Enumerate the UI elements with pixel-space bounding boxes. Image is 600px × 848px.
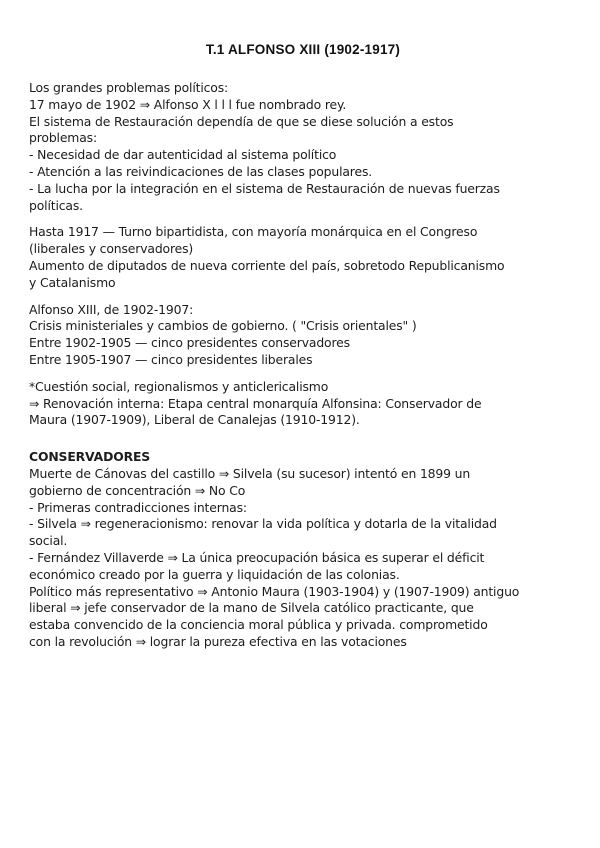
section-alfonso-crises: [29, 302, 577, 369]
text-line: - Silvela ⇒ regeneracionismo: renovar la vida política y dotarla de la vitalidad: [29, 516, 497, 532]
section-social-question: [29, 379, 577, 429]
text-line: Político más representativo ⇒ Antonio Maura (1903-1904) y (1907-1909) antiguo: [29, 583, 520, 599]
section-political-problems: [29, 80, 577, 214]
text-line: - Necesidad de dar autenticidad al sistema político: [29, 147, 337, 163]
text-line: Entre 1902-1905 — cinco presidentes conservadores: [29, 335, 350, 351]
text-line: - Atención a las reivindicaciones de las clases populares.: [29, 163, 373, 179]
spacer: [29, 439, 577, 449]
text-line: políticas.: [29, 197, 83, 213]
text-line: (liberales y conservadores): [29, 241, 194, 257]
text-line: gobierno de concentración ⇒ No Co: [29, 482, 246, 498]
text-line: liberal ⇒ jefe conservador de la mano de Silvela católico practicante, que: [29, 600, 474, 616]
text-line: Maura (1907-1909), Liberal de Canalejas (1910-1912).: [29, 412, 360, 428]
text-line: Muerte de Cánovas del castillo ⇒ Silvela (su sucesor) intentó en 1899 un: [29, 465, 471, 481]
document-page: [29, 42, 577, 661]
section-heading: CONSERVADORES: [29, 449, 151, 465]
text-line: Los grandes problemas políticos:: [29, 80, 229, 95]
document-title: T.1 ALFONSO XIII (1902-1917): [205, 42, 401, 57]
text-line: Alfonso XIII, de 1902-1907:: [29, 301, 194, 317]
text-line: Crisis ministeriales y cambios de gobierno. ( "Crisis orientales" ): [29, 318, 417, 334]
section-conservadores: [29, 449, 577, 651]
text-line: y Catalanismo: [29, 274, 116, 290]
text-line: problemas:: [29, 130, 97, 146]
text-line: ⇒ Renovación interna: Etapa central monarquía Alfonsina: Conservador de: [29, 395, 482, 411]
text-line: económico creado por la guerra y liquidación de las colonias.: [29, 566, 400, 582]
section-bipartisan-turn: [29, 224, 577, 291]
text-line: social.: [29, 533, 68, 549]
text-line: Hasta 1917 — Turno bipartidista, con mayoría monárquica en el Congreso: [29, 224, 478, 240]
text-line: El sistema de Restauración dependía de que se diese solución a estos: [29, 113, 454, 129]
text-line: 17 mayo de 1902 ⇒ Alfonso X l l l fue nombrado rey.: [29, 96, 347, 112]
text-line: estaba convencido de la conciencia moral pública y privada. comprometido: [29, 617, 488, 633]
text-line: Aumento de diputados de nueva corriente del país, sobretodo Republicanismo: [29, 257, 505, 273]
text-line: - Primeras contradicciones internas:: [29, 499, 247, 515]
text-line: - La lucha por la integración en el sistema de Restauración de nuevas fuerzas: [29, 180, 500, 196]
text-line: *Cuestión social, regionalismos y anticlericalismo: [29, 378, 329, 394]
text-line: Entre 1905-1907 — cinco presidentes liberales: [29, 351, 313, 367]
text-line: - Fernández Villaverde ⇒ La única preocupación básica es superar el déficit: [29, 549, 485, 565]
text-line: con la revolución ⇒ lograr la pureza efectiva en las votaciones: [29, 633, 407, 649]
